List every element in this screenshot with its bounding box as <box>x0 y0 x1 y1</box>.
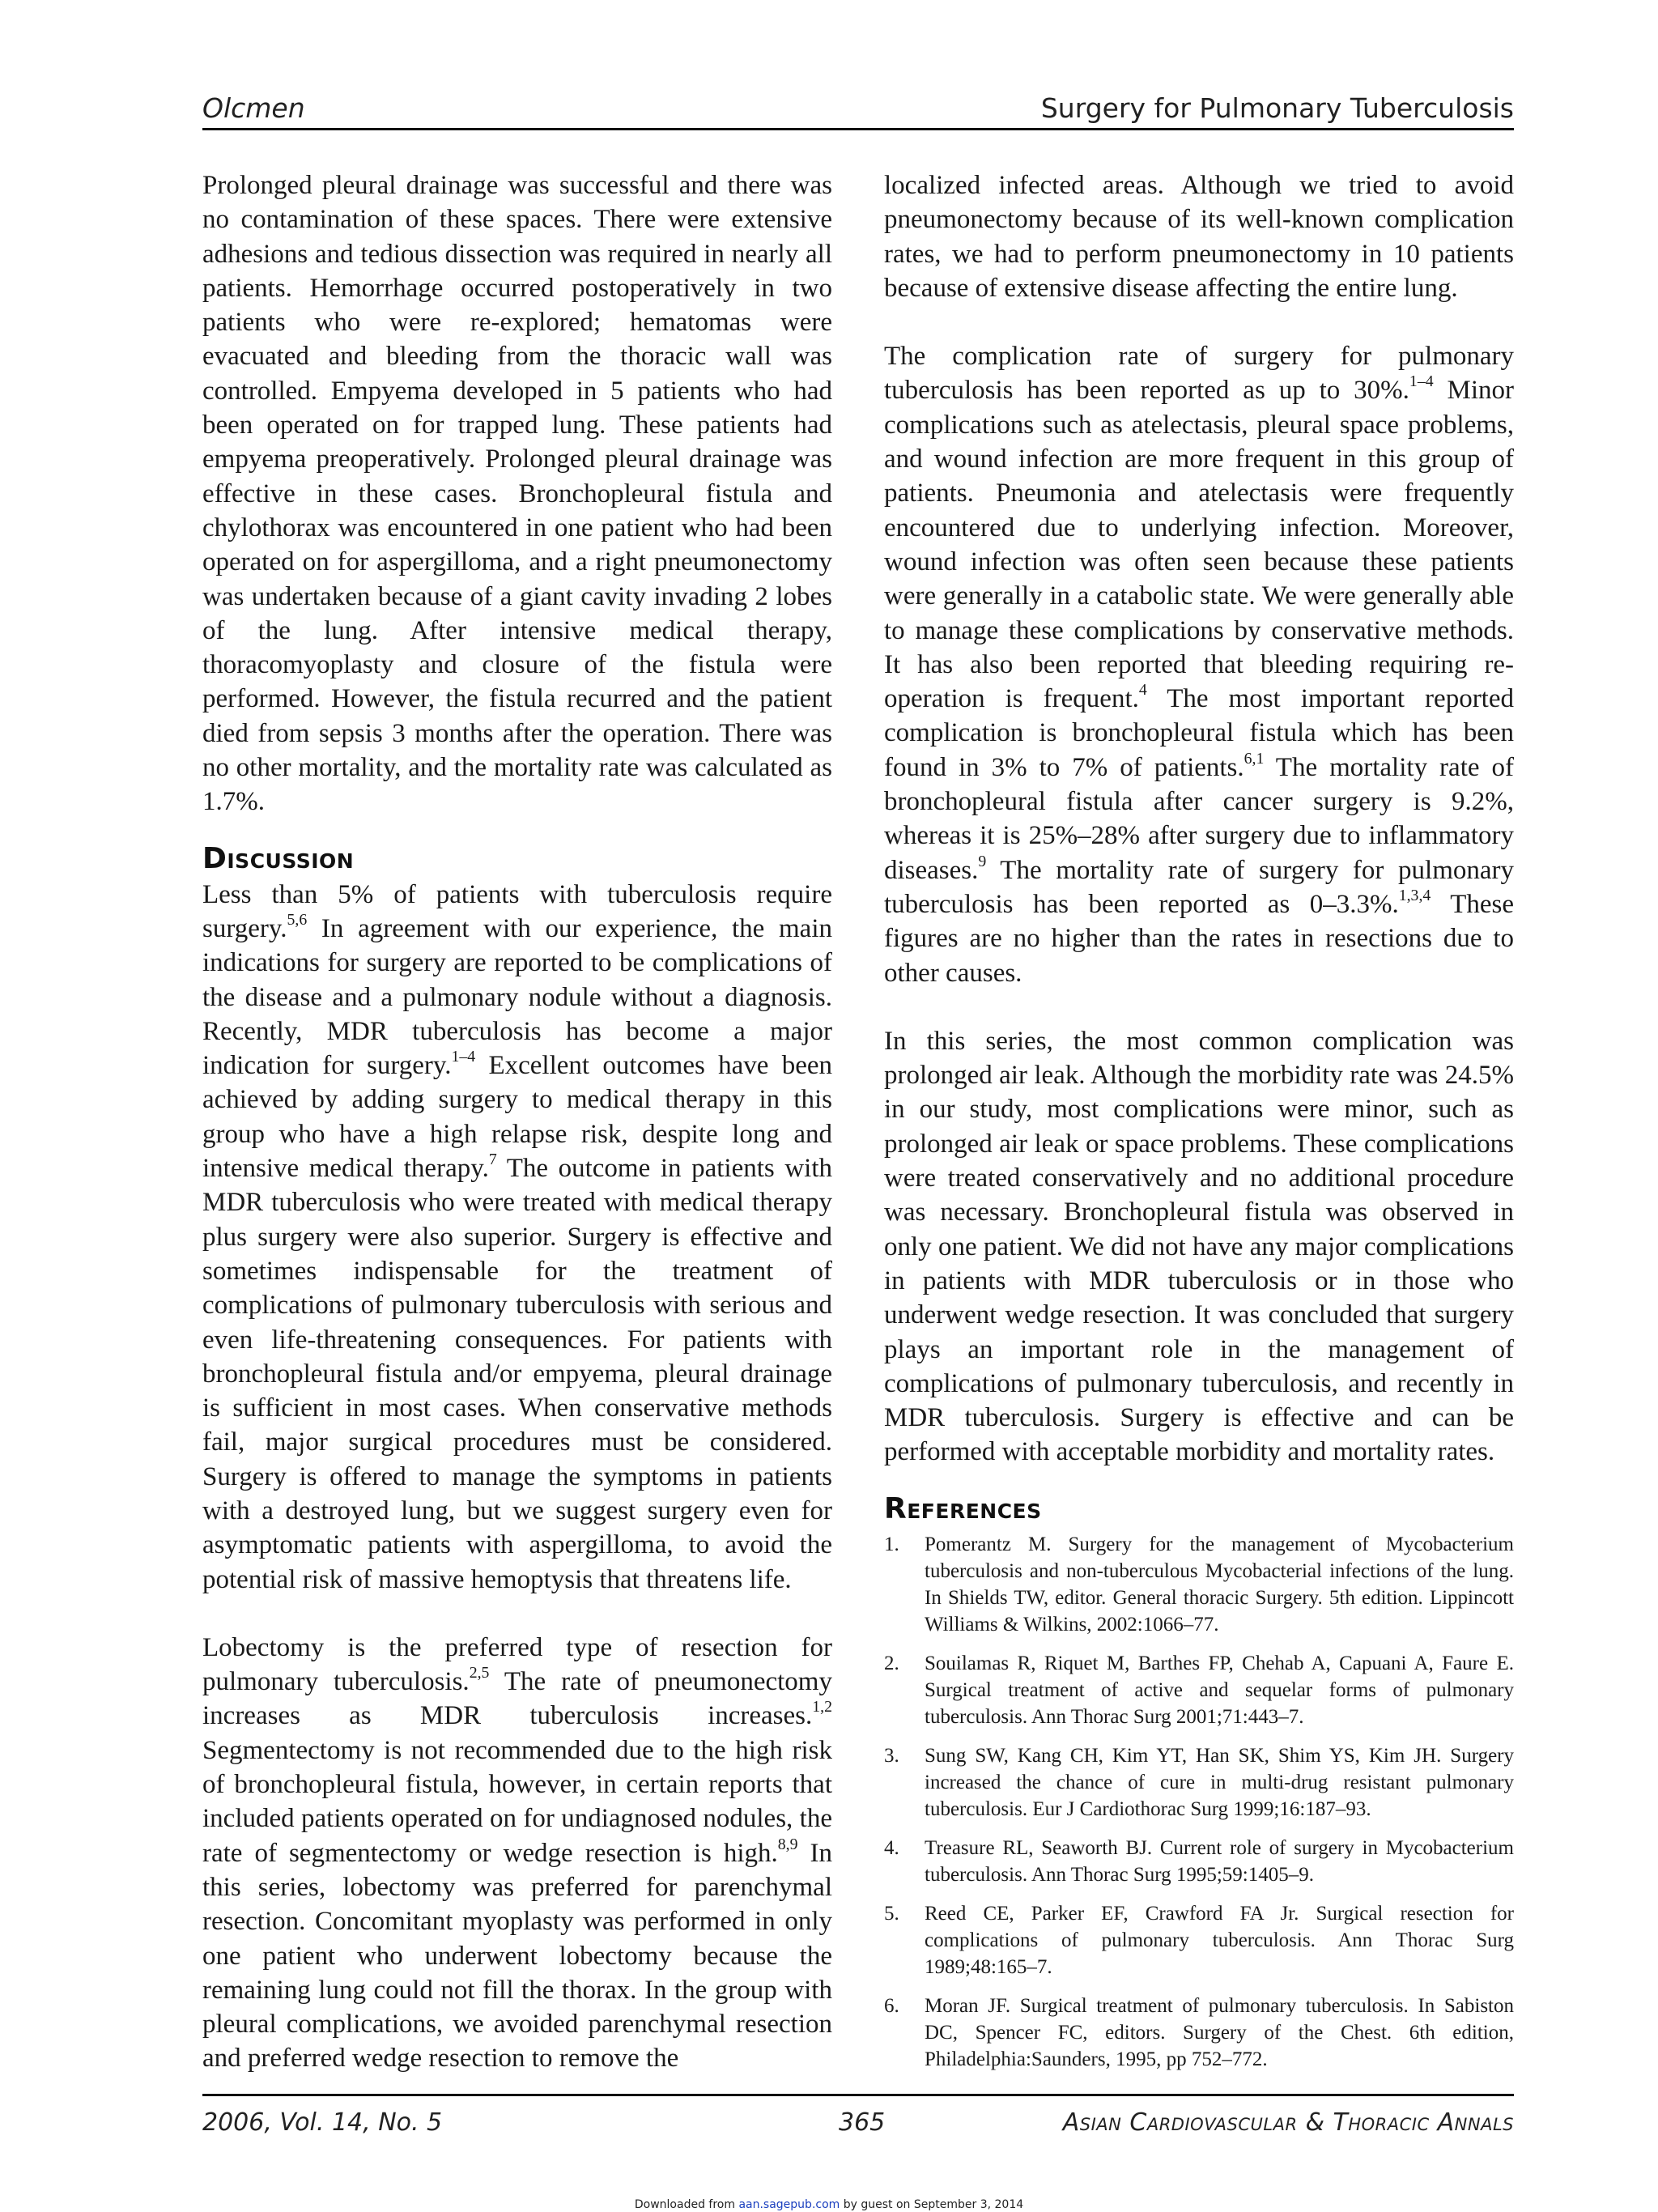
header-rule <box>202 128 1514 130</box>
reference-text: Treasure RL, Seaworth BJ. Current role of surgery in Mycobacterium tuberculosis. Ann Thorac Surg 1995;59:1405–9. <box>925 1836 1514 1886</box>
citation: 1,3,4 <box>1398 887 1431 905</box>
download-link[interactable]: aan.sagepub.com <box>738 2198 840 2211</box>
reference-number: 3. <box>884 1744 899 1767</box>
discussion-paragraph-5: In this series, the most common complication was prolonged air leak. Although the morbidity rate was 24.5% in our study, most complications were minor, such as prolonged air leak or space problems. These complications were treated conservatively and no additional procedure was necessary. Bronchopleural fistula was observed in only one patient. We did not have any major complications in patients with MDR tuberculosis or in those who underwent wedge resection. It was concluded that surgery plays an important role in the management of complications of pulmonary tuberculosis, and recently in MDR tuberculosis. Surgery is effective and can be performed with acceptable morbidity and mortality rates. <box>884 1026 1514 1467</box>
citation: 1–4 <box>1409 372 1434 391</box>
discussion-heading: Discussion <box>202 841 355 875</box>
discussion-paragraph-2: Lobectomy is the preferred type of resection for pulmonary tuberculosis.$^{2,5}$ The rate of pneumonectomy increases as MDR tuberculosis increases.$^{1,2}$ Segmentectomy is not recommended due to the high risk of bronchopleural fistula, however, in certain reports that included patients operated on for undiagnosed nodules, the rate of segmentectomy or wedge resection is high.$^{8,9}$ In this series, lobectomy was preferred for parenchymal resection. Concomitant myoplasty was performed in only one patient who underwent lobectomy because the remaining lung could not fill the thorax. In the group with pleural complications, we avoided parenchymal resection and preferred wedge resection to remove the <box>202 1632 832 2074</box>
footer-rule <box>202 2094 1514 2096</box>
citation: 8,9 <box>777 1835 798 1853</box>
citation: 1,2 <box>812 1698 832 1716</box>
citation: 2,5 <box>469 1664 490 1682</box>
running-head-title: Surgery for Pulmonary Tuberculosis <box>1040 92 1514 124</box>
reference-item <box>884 1531 1514 1638</box>
discussion-paragraph-4: The complication rate of surgery for pulmonary tuberculosis has been reported as up to 30%.$^{1-4}$ Minor complications such as atelectasis, pleural space problems, and wound infection are more frequent in this group of patients. Pneumonia and atelectasis were frequently encountered due to underlying infection. Moreover, wound infection was often seen because these patients were generally in a catabolic state. We were generally able to manage these complications by conservative methods. It has also been reported that bleeding requiring re-operation is frequent.$^4$ The most important reported complication is bronchopleural fistula which has been found in 3% to 7% of patients.$^{6,1}$ The mortality rate of bronchopleural fistula after cancer surgery is 9.2%, whereas it is 25%–28% after surgery due to inflammatory diseases.$^9$ The mortality rate of surgery for pulmonary tuberculosis has been reported as 0–3.3%.$^{1,3,4}$ These figures are no higher than the rates in resections due to other causes. <box>884 342 1514 988</box>
citation: 1–4 <box>451 1048 476 1066</box>
citation: 4 <box>1138 681 1147 700</box>
reference-number: 4. <box>884 1836 899 1859</box>
reference-number: 1. <box>884 1533 899 1555</box>
results-paragraph: Prolonged pleural drainage was successful and there was no contamination of these spaces. There were extensive adhesions and tedious dissection was required in nearly all patients. Hemorrhage occurred postoperatively in two patients who were re-explored; hematomas were evacuated and bleeding from the thoracic wall was controlled. Empyema developed in 5 patients who had been operated on for trapped lung. These patients had empyema preoperatively. Prolonged pleural drainage was effective in these cases. Bronchopleural fistula and chylothorax was encountered in one patient who had been operated on for aspergilloma, and a right pneumonectomy was undertaken because of a giant cavity invading 2 lobes of the lung. After intensive medical therapy, thoracomyoplasty and closure of the fistula were performed. However, the fistula recurred and the patient died from sepsis 3 months after the operation. There was no other mortality, and the mortality rate was calculated as 1.7%. <box>202 171 832 817</box>
reference-text: Souilamas R, Riquet M, Barthes FP, Chehab A, Capuani A, Faure E. Surgical treatment of active and sequelar forms of pulmonary tuberculosis. Ann Thorac Surg 2001;71:443–7. <box>925 1652 1514 1728</box>
reference-item <box>884 1650 1514 1730</box>
citation: 5,6 <box>287 911 308 929</box>
discussion-paragraph-3: localized infected areas. Although we tried to avoid pneumonectomy because of its well-known complication rates, we had to perform pneumonectomy in 10 patients because of extensive disease affecting the entire lung. <box>884 171 1514 303</box>
reference-item <box>884 1900 1514 1980</box>
reference-number: 5. <box>884 1902 899 1925</box>
reference-text: Moran JF. Surgical treatment of pulmonary tuberculosis. In Sabiston DC, Spencer FC, editors. Surgery of the Chest. 6th edition, Philadelphia:Saunders, 1995, pp 752–772. <box>925 1994 1514 2070</box>
reference-item <box>884 1993 1514 2073</box>
references-heading: References <box>884 1491 1042 1525</box>
download-notice: Downloaded from aan.sagepub.com by guest on September 3, 2014 <box>634 2198 1024 2211</box>
citation: 6,1 <box>1244 749 1265 768</box>
right-column <box>884 168 1514 2085</box>
reference-item <box>884 1835 1514 1888</box>
footer-issue: 2006, Vol. 14, No. 5 <box>202 2108 443 2137</box>
reference-number: 2. <box>884 1652 899 1674</box>
running-head-author: Olcmen <box>202 92 305 124</box>
reference-list <box>884 1531 1514 2073</box>
citation: 7 <box>488 1151 497 1169</box>
citation: 9 <box>978 852 987 870</box>
page-number: 365 <box>839 2108 886 2137</box>
discussion-paragraph-1: Less than 5% of patients with tuberculosis require surgery.$^{5,6}$ In agreement with our experience, the main indications for surgery are reported to be complications of the disease and a pulmonary nodule without a diagnosis. Recently, MDR tuberculosis has become a major indication for surgery.$^{1-4}$ Excellent outcomes have been achieved by adding surgery to medical therapy in this group who have a high relapse risk, despite long and intensive medical therapy.$^7$ The outcome in patients with MDR tuberculosis who were treated with medical therapy plus surgery were also superior. Surgery is effective and sometimes indispensable for the treatment of complications of pulmonary tuberculosis with serious and even life-threatening consequences. For patients with bronchopleural fistula and/or empyema, pleural drainage is sufficient in most cases. When conservative methods fail, major surgical procedures must be considered. Surgery is offered to manage the symptoms in patients with a destroyed lung, but we suggest surgery even for asymptomatic patients with aspergilloma, to avoid the potential risk of massive hemoptysis that threatens life. <box>202 879 832 1594</box>
reference-text: Pomerantz M. Surgery for the management of Mycobacterium tuberculosis and non-tuberculous Mycobacterial infections of the lung. In Shields TW, editor. General thoracic Surgery. 5th edition. Lippincott Williams & Wilkins, 2002:1066–77. <box>925 1533 1514 1636</box>
reference-number: 6. <box>884 1994 899 2017</box>
footer-journal: Asian Cardiovascular & Thoracic Annals <box>1062 2108 1514 2137</box>
reference-text: Sung SW, Kang CH, Kim YT, Han SK, Shim YS, Kim JH. Surgery increased the chance of cure in multi-drug resistant pulmonary tuberculosis. Eur J Cardiothorac Surg 1999;16:187–93. <box>925 1744 1514 1820</box>
left-column <box>202 168 832 2076</box>
reference-item <box>884 1742 1514 1823</box>
reference-text: Reed CE, Parker EF, Crawford FA Jr. Surgical resection for complications of pulmonary tuberculosis. Ann Thorac Surg 1989;48:165–7. <box>925 1902 1514 1978</box>
